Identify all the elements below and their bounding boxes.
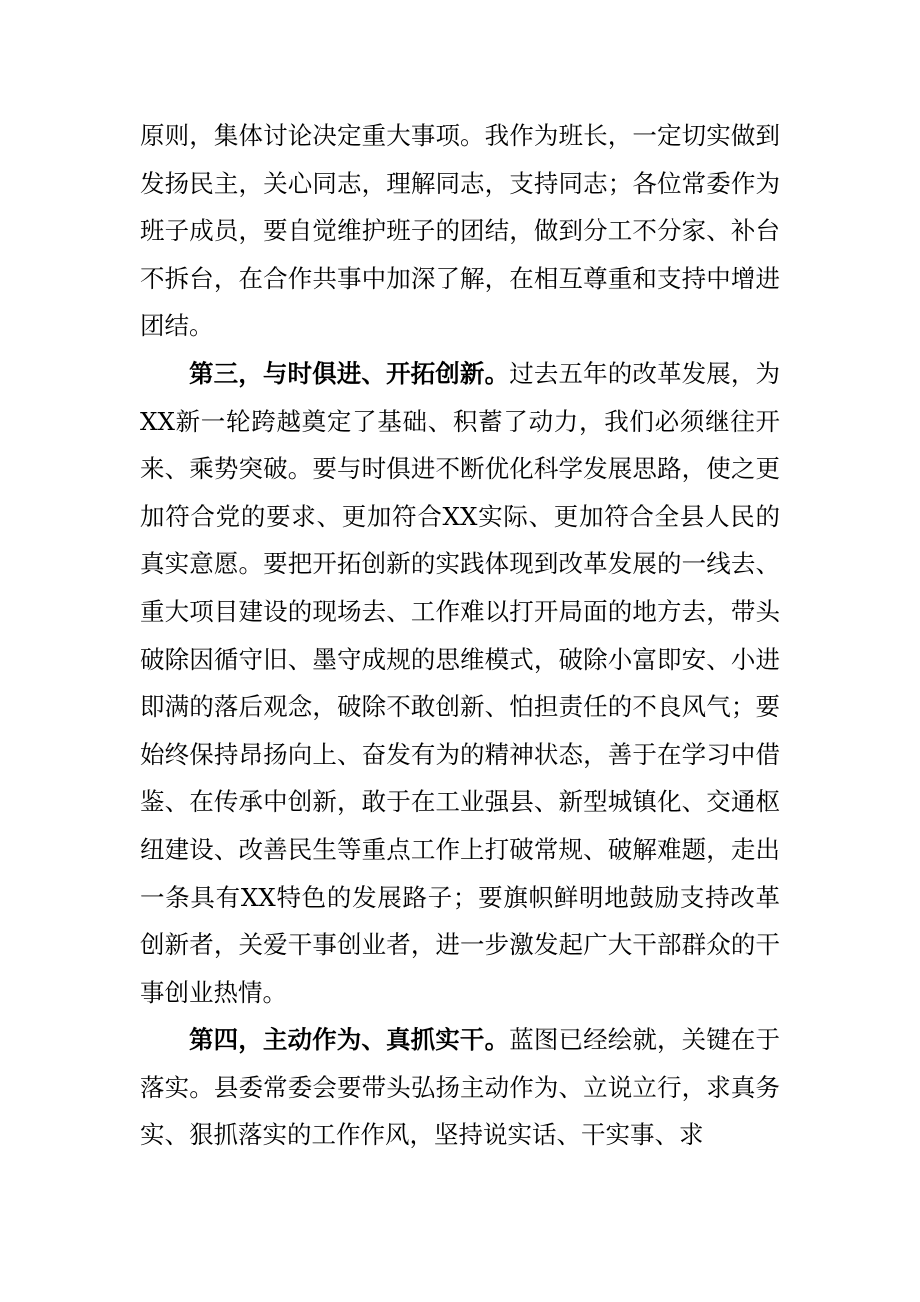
document-page <box>140 112 780 1159</box>
paragraph-fourth-point <box>140 1016 780 1159</box>
paragraph-heading: 第三，与时俱进、开拓创新。 <box>189 358 510 388</box>
paragraph-text: 蓝图已经绘就，关键在于落实。县委常委会要带头弘扬主动作为、立说立行，求真务实、狠抓落实的工作作风，坚持说实话、干实事、求 <box>140 1025 781 1150</box>
paragraph-text: 原则，集体讨论决定重大事项。我作为班长，一定切实做到发扬民主，关心同志，理解同志，支持同志；各位常委作为班子成员，要自觉维护班子的团结，做到分工不分家、补台不拆台，在合作共事中加深了解，在相互尊重和支持中增进团结。 <box>140 121 780 341</box>
paragraph-continuation <box>140 112 780 350</box>
paragraph-heading: 第四，主动作为、真抓实干。 <box>189 1025 510 1055</box>
paragraph-text: 过去五年的改革发展，为XX新一轮跨越奠定了基础、积蓄了动力，我们必须继往开来、乘势突破。要与时俱进不断优化科学发展思路，使之更加符合党的要求、更加符合XX实际、更加符合全县人民的真实意愿。要把开拓创新的实践体现到改革发展的一线去、重大项目建设的现场去、工作难以打开局面的地方去，带头破除因循守旧、墨守成规的思维模式，破除小富即安、小进即满的落后观念，破除不敢创新、怕担责任的不良风气；要始终保持昂扬向上、奋发有为的精神状态，善于在学习中借鉴、在传承中创新，敢于在工业强县、新型城镇化、交通枢纽建设、改善民生等重点工作上打破常规、破解难题，走出一条具有XX特色的发展路子；要旗帜鲜明地鼓励支持改革创新者，关爱干事创业者，进一步激发起广大干部群众的干事创业热情。 <box>140 358 781 1007</box>
paragraph-third-point <box>140 350 780 1016</box>
